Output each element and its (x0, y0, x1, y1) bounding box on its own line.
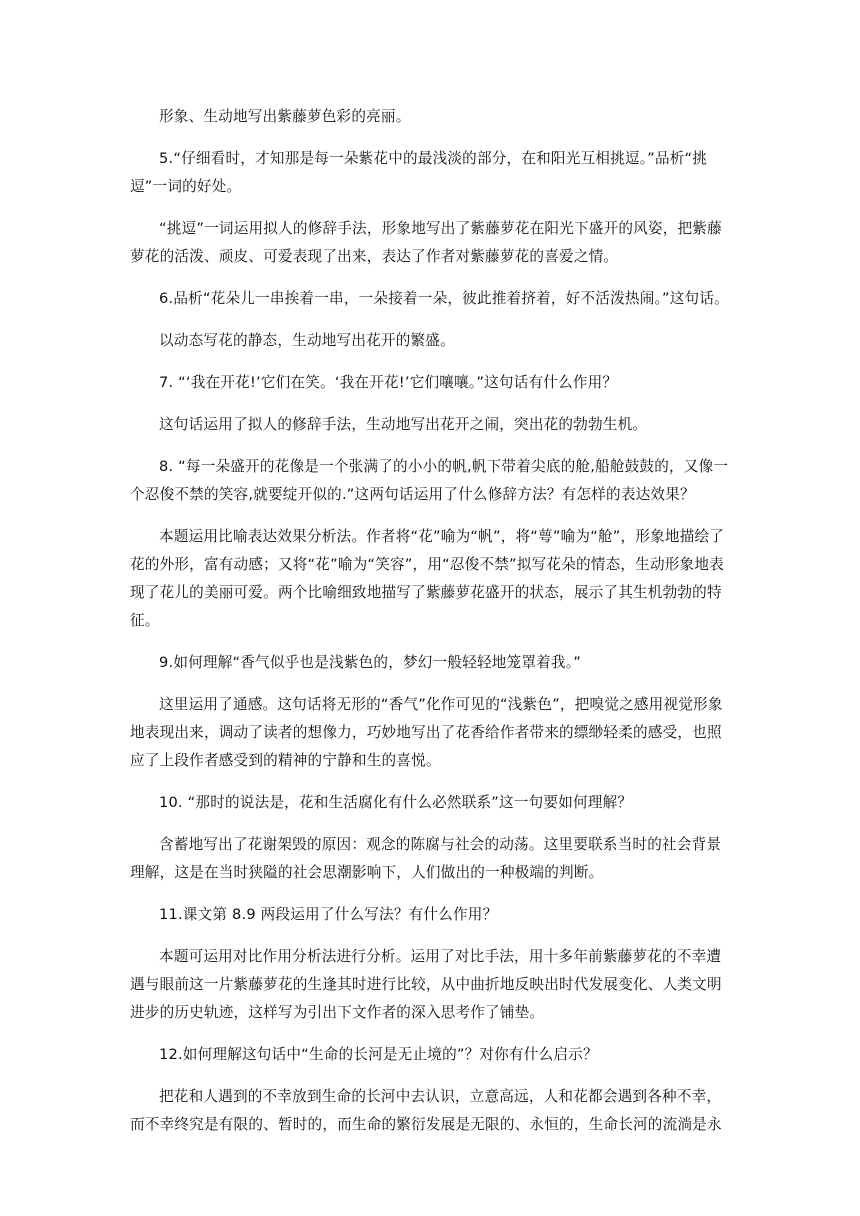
answer-9: 这里运用了通感。这句话将无形的“香气”化作可见的“浅紫色”，把嗅觉之感用视觉形象地表现出来，调动了读者的想像力，巧妙地写出了花香给作者带来的缥缈轻柔的感受，也照应了上段作者感受到的精神的宁静和生的喜悦。 (130, 696, 723, 769)
question-6: 6.品析“花朵儿一串挨着一串，一朵接着一朵，彼此推着挤着，好不活泼热闹。”这句话。 (159, 290, 729, 307)
answer-7: 这句话运用了拟人的修辞手法，生动地写出花开之闹，突出花的勃勃生机。 (159, 416, 648, 433)
answer-11: 本题可运用对比作用分析法进行分析。运用了对比手法，用十多年前紫藤萝花的不幸遭遇与眼前这一片紫藤萝花的生逢其时进行比较，从中曲折地反映出时代发展变化、人类文明进步的历史轨迹，这样写为引出下文作者的深入思考作了铺垫。 (130, 948, 722, 1021)
answer-5: “挑逗”一词运用拟人的修辞手法，形象地写出了紫藤萝花在阳光下盛开的风姿，把紫藤萝花的活泼、顽皮、可爱表现了出来，表达了作者对紫藤萝花的喜爱之情。 (130, 220, 722, 265)
question-8: 8. “每一朵盛开的花像是一个张满了的小小的帆,帆下带着尖底的舱,船舱鼓鼓的，又像一个忍俊不禁的笑容,就要绽开似的.”这两句话运用了什么修辞方法？有怎样的表达效果？ (130, 458, 729, 503)
answer-12: 把花和人遇到的不幸放到生命的长河中去认识，立意高远，人和花都会遇到各种不幸，而不幸终究是有限的、暂时的，而生命的繁衍发展是无限的、永恒的，生命长河的流淌是永 (130, 1088, 722, 1133)
answer-10: 含蓄地写出了花谢架毁的原因：观念的陈腐与社会的动荡。这里要联系当时的社会背景理解，这是在当时狭隘的社会思潮影响下，人们做出的一种极端的判断。 (130, 836, 722, 881)
question-9: 9.如何理解“香气似乎也是浅紫色的，梦幻一般轻轻地笼罩着我。” (159, 654, 581, 671)
question-11: 11.课文第 8.9 两段运用了什么写法？有什么作用？ (159, 906, 498, 923)
answer-paragraph: 形象、生动地写出紫藤萝色彩的亮丽。 (159, 108, 411, 125)
answer-6: 以动态写花的静态，生动地写出花开的繁盛。 (159, 332, 455, 349)
question-10: 10. “那时的说法是，花和生活腐化有什么必然联系”这一句要如何理解？ (159, 794, 633, 811)
question-5: 5.“仔细看时，才知那是每一朵紫花中的最浅淡的部分，在和阳光互相挑逗。”品析“挑逗”一词的好处。 (130, 150, 708, 195)
document-body (130, 103, 734, 1153)
answer-8: 本题运用比喻表达效果分析法。作者将“花”喻为“帆”，将“萼”喻为“舱”，形象地描绘了花的外形，富有动感；又将“花”喻为“笑容”，用“忍俊不禁”拟写花朵的情态，生动形象地表现了花儿的美丽可爱。两个比喻细致地描写了紫藤萝花盛开的状态，展示了其生机勃勃的特征。 (130, 528, 725, 629)
question-7: 7. “‘我在开花!’它们在笑。‘我在开花!’它们嚷嚷。”这句话有什么作用？ (159, 374, 618, 391)
question-12: 12.如何理解这句话中“生命的长河是无止境的”？对你有什么启示？ (159, 1046, 598, 1063)
